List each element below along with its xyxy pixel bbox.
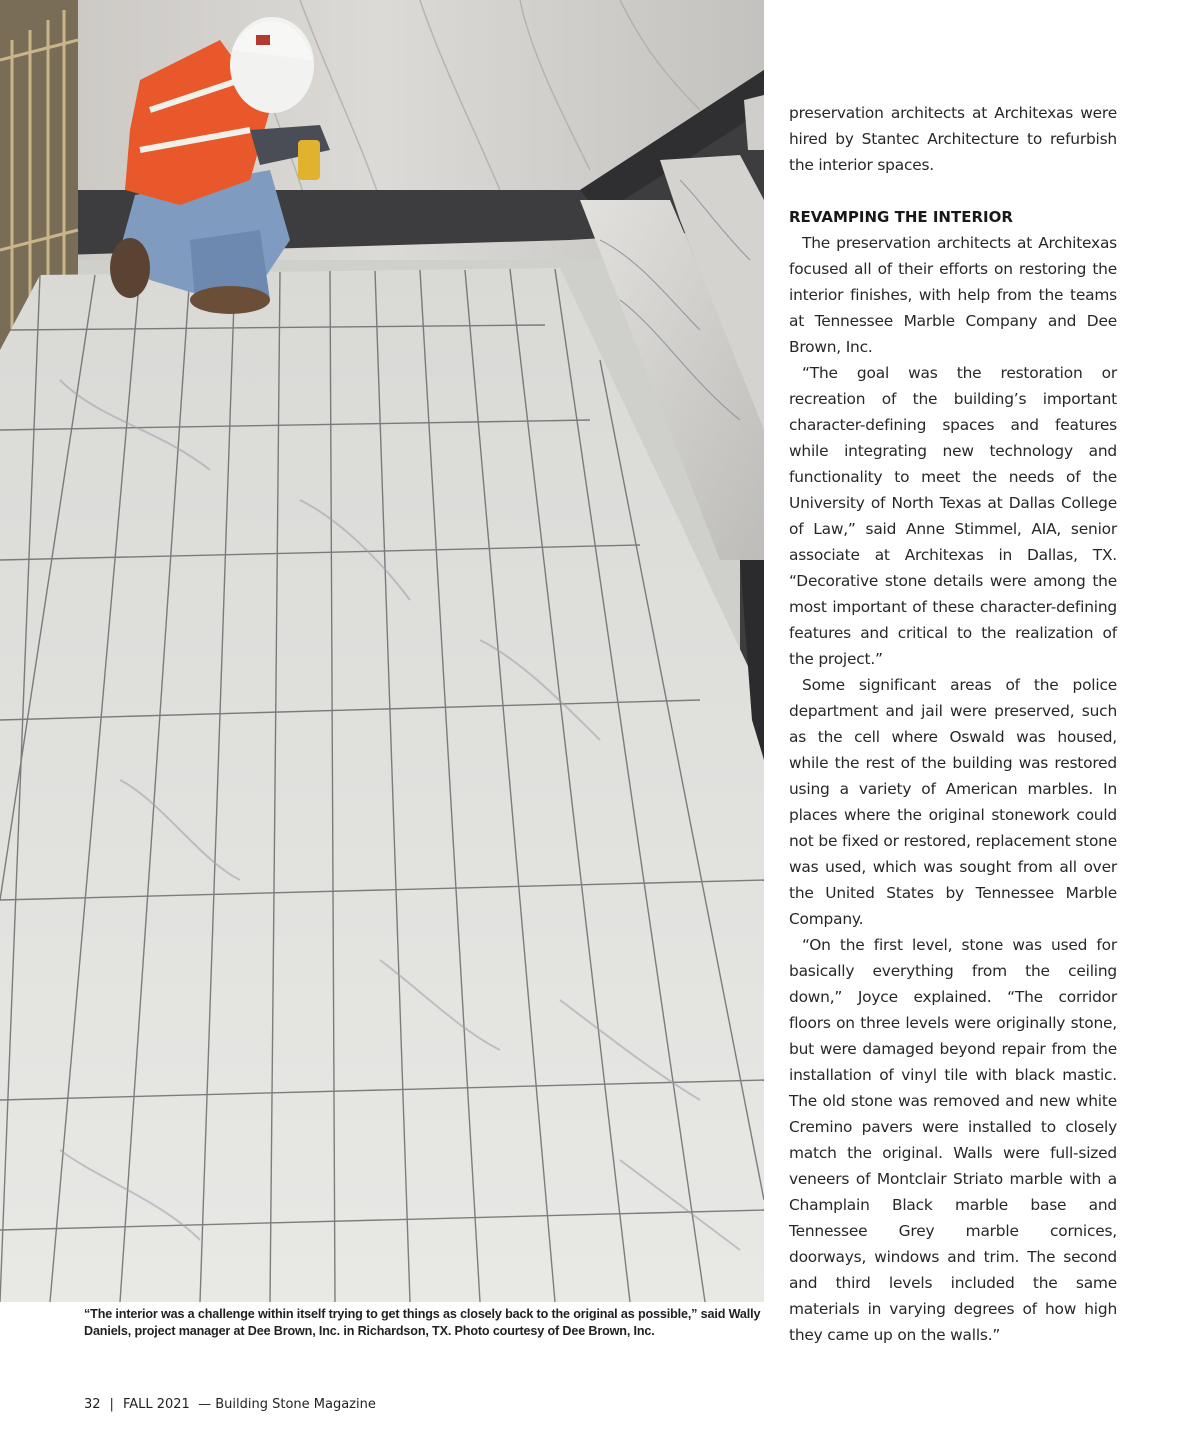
intro-paragraph: preservation architects at Architexas were hired by Stantec Architecture to refurbish the interior spaces. [789,104,1117,174]
footer-divider: | [109,1397,114,1412]
section-heading: REVAMPING THE INTERIOR [789,208,1013,226]
body-paragraph: “On the first level, stone was used for basically everything from the ceiling down,” Joyce explained. “The corridor floors on three levels were originally stone, but were damaged beyond repair from the installation of vinyl tile with black mastic. The old stone was removed and new white Cremino pavers were installed to closely match the original. Walls were full-sized veneers of Montclair Striato marble with a Champlain Black marble base and Tennessee Grey marble cornices, doorways, windows and trim. The second and third levels included the same materials in varying degrees of how high they came up on the walls.” [789,936,1117,1344]
body-paragraph: Some significant areas of the police department and jail were preserved, such as the cell where Oswald was housed, while the rest of the building was restored using a variety of American marbles. In places where the original stonework could not be fixed or restored, replacement stone was used, which was sought from all over the United States by Tennessee Marble Company. [789,676,1117,928]
body-paragraph: The preservation architects at Architexas focused all of their efforts on restoring the interior finishes, with help from the teams at Tennessee Marble Company and Dee Brown, Inc. [789,234,1117,356]
photo-caption: “The interior was a challenge within itself trying to get things as closely back to the original as possible,” said Wally Daniels, project manager at Dee Brown, Inc. in Richardson, TX. Photo courtesy of Dee Brown, Inc. [84,1307,761,1338]
article-body [789,100,1117,1348]
body-paragraph: “The goal was the restoration or recreation of the building’s important character-defining spaces and features while integrating new technology and functionality to meet the needs of the University of North Texas at Dallas College of Law,” said Anne Stimmel, AIA, senior associate at Architexas in Dallas, TX. “Decorative stone details were among the most important of these character-defining features and critical to the realization of the project.” [789,364,1117,668]
page-number: 32 [84,1397,101,1412]
issue-label: FALL 2021 [122,1397,190,1412]
magazine-name: — Building Stone Magazine [198,1397,376,1412]
page-footer [84,1396,376,1414]
